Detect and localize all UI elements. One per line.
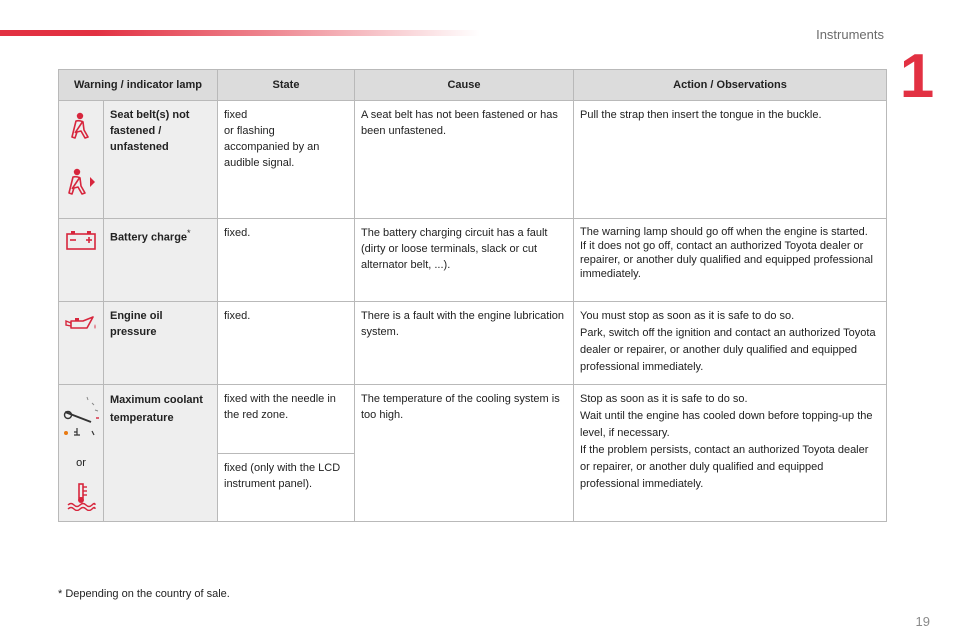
header-accent-bar xyxy=(0,30,480,36)
table-row xyxy=(59,385,887,454)
lamp-label: Battery charge xyxy=(110,231,188,244)
page-number: 19 xyxy=(915,614,930,629)
action-cell: The warning lamp should go off when the engine is started. If it does not go off, contact an authorized Toyota dealer or repairer, or another duly qualified and equipped professional immediately. xyxy=(574,219,887,302)
lamp-label: Seat belt(s) not fastened / unfastened xyxy=(104,101,218,219)
table-row xyxy=(59,219,887,302)
icon-cell xyxy=(59,385,104,522)
state-cell: fixed (only with the LCD instrument panel). xyxy=(218,453,355,522)
lamp-label: Engine oil pressure xyxy=(104,302,218,385)
lamp-label-cell xyxy=(104,219,218,302)
footnote: * Depending on the country of sale. xyxy=(58,588,230,600)
icon-cell xyxy=(59,302,104,385)
state-text: fixed or flashing accompanied by an audible signal. xyxy=(224,109,320,169)
footnote-mark: * xyxy=(187,228,191,238)
lamp-label: Maximum coolant temperature xyxy=(104,385,218,522)
cause-cell: The temperature of the cooling system is too high. xyxy=(355,385,574,522)
header-cause: Cause xyxy=(355,70,574,101)
warning-lamp-table xyxy=(58,69,887,522)
action-cell: Stop as soon as it is safe to do so. Wait until the engine has cooled down before topping-up the level, if necessary. If the problem persists, contact an authorized Toyota dealer or repairer, or another duly qualified and equipped professional immediately. xyxy=(574,385,887,522)
state-cell: fixed. xyxy=(218,219,355,302)
seat-belt-icon xyxy=(66,111,96,141)
cause-cell: The battery charging circuit has a fault (dirty or loose terminals, slack or cut alternator belt, ...). xyxy=(355,219,574,302)
cause-cell: A seat belt has not been fastened or has been unfastened. xyxy=(355,101,574,219)
battery-icon xyxy=(65,229,97,251)
state-cell: fixed. xyxy=(218,302,355,385)
oil-can-icon xyxy=(63,312,99,334)
seat-belt-passenger-icon xyxy=(64,167,98,197)
table-row xyxy=(59,302,887,385)
cause-cell: There is a fault with the engine lubrication system. xyxy=(355,302,574,385)
or-text: or xyxy=(76,457,86,469)
temperature-gauge-icon xyxy=(61,395,101,441)
icon-cell xyxy=(59,219,104,302)
action-cell: You must stop as soon as it is safe to do so. Park, switch off the ignition and contact an authorized Toyota dealer or repairer, or another duly qualified and equipped professional immediately. xyxy=(574,302,887,385)
chapter-number: 1 xyxy=(899,42,935,111)
section-title: Instruments xyxy=(816,27,884,42)
coolant-temperature-icon xyxy=(65,483,97,511)
header-warning-lamp: Warning / indicator lamp xyxy=(59,70,218,101)
header-state: State xyxy=(218,70,355,101)
table-header-row xyxy=(59,70,887,101)
state-cell xyxy=(218,101,355,219)
icon-cell xyxy=(59,101,104,219)
action-cell: Pull the strap then insert the tongue in the buckle. xyxy=(574,101,887,219)
state-cell: fixed with the needle in the red zone. xyxy=(218,385,355,454)
table-row xyxy=(59,101,887,219)
header-action: Action / Observations xyxy=(574,70,887,101)
